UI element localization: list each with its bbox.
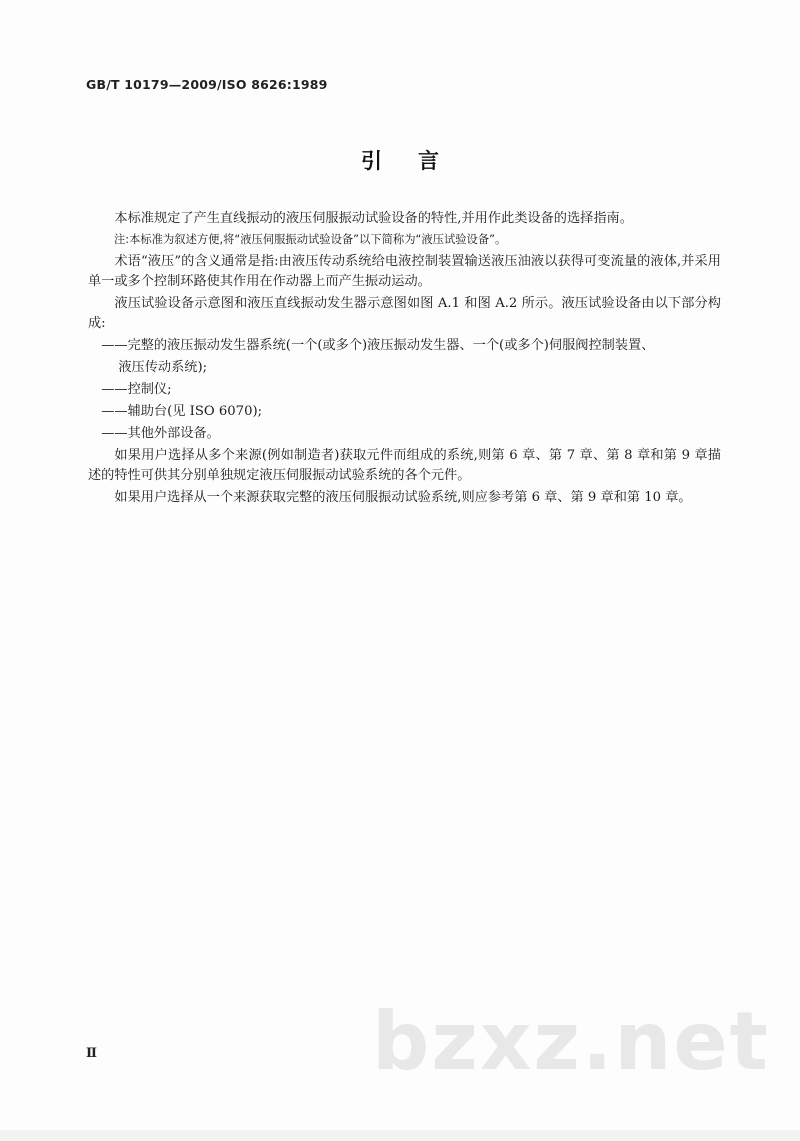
list-item-continuation: 液压传动系统); [118, 360, 208, 375]
paragraph-equipment-parts: 液压试验设备示意图和液压直线振动发生器示意图如图 A.1 和图 A.2 所示。液压试验设备由以下部分构成: [88, 296, 721, 331]
page-bottom-edge [0, 1130, 800, 1141]
document-body [88, 209, 721, 510]
list-item: ——控制仪; [101, 382, 172, 397]
list-item: ——其他外部设备。 [101, 426, 220, 441]
page-number: Ⅱ [86, 1046, 97, 1061]
paragraph-multiple-sources: 如果用户选择从多个来源(例如制造者)获取元件而组成的系统,则第 6 章、第 7 章、第 8 章和第 9 章描述的特性可供其分别单独规定液压伺服振动试验系统的各个元件。 [88, 448, 721, 483]
list-item: ——完整的液压振动发生器系统(一个(或多个)液压振动发生器、一个(或多个)伺服阀控制装置、 [101, 338, 655, 353]
paragraph-term-definition: 术语“液压”的含义通常是指:由液压传动系统给电液控制装置输送液压油液以获得可变流量的液体,并采用单一或多个控制环路使其作用在作动器上而产生振动运动。 [88, 254, 721, 289]
watermark-logo: bzxz.net [372, 995, 770, 1088]
standard-code-header: GB/T 10179—2009/ISO 8626:1989 [86, 77, 328, 92]
page-title: 引言 [361, 149, 475, 173]
parts-list [88, 336, 721, 444]
paragraph-single-source: 如果用户选择从一个来源获取完整的液压伺服振动试验系统,则应参考第 6 章、第 9 章和第 10 章。 [114, 490, 692, 505]
paragraph-scope: 本标准规定了产生直线振动的液压伺服振动试验设备的特性,并用作此类设备的选择指南。 [114, 211, 633, 226]
note-paragraph: 注:本标准为叙述方便,将“液压伺服振动试验设备”以下简称为“液压试验设备”。 [113, 233, 507, 246]
list-item: ——辅助台(见 ISO 6070); [101, 404, 263, 419]
